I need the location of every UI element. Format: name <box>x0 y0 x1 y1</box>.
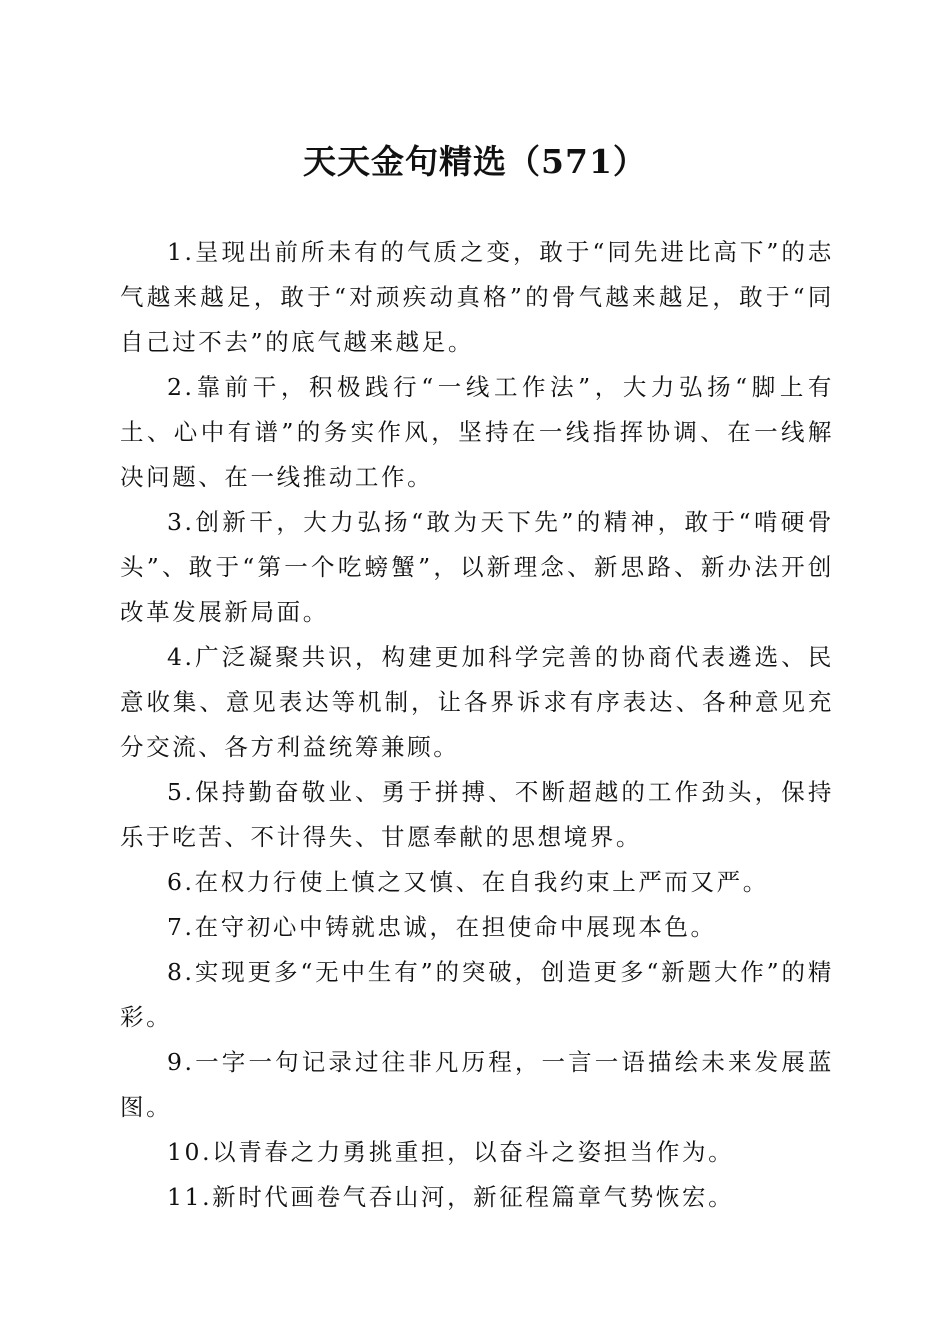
paragraph-5: 5.保持勤奋敬业、勇于拼搏、不断超越的工作劲头，保持乐于吃苦、不计得失、甘愿奉献的思想境界。 <box>120 778 834 851</box>
paragraph-8: 8.实现更多“无中生有”的突破，创造更多“新题大作”的精彩。 <box>120 958 834 1031</box>
paragraph-10: 10.以青春之力勇挑重担，以奋斗之姿担当作为。 <box>167 1138 735 1166</box>
paragraph-1: 1.呈现出前所未有的气质之变，敢于“同先进比高下”的志气越来越足，敢于“对顽疾动真格”的骨气越来越足，敢于“同自己过不去”的底气越来越足。 <box>120 238 834 356</box>
page-title: 天天金句精选（571） <box>303 142 647 181</box>
paragraph-3: 3.创新干，大力弘扬“敢为天下先”的精神，敢于“啃硬骨头”、敢于“第一个吃螃蟹”，以新理念、新思路、新办法开创改革发展新局面。 <box>120 508 834 626</box>
paragraph-2: 2.靠前干，积极践行“一线工作法”，大力弘扬“脚上有土、心中有谱”的务实作风，坚持在一线指挥协调、在一线解决问题、在一线推动工作。 <box>120 373 834 491</box>
paragraph-7: 7.在守初心中铸就忠诚，在担使命中展现本色。 <box>167 913 717 941</box>
document-body <box>120 230 834 1220</box>
paragraph-6: 6.在权力行使上慎之又慎、在自我约束上严而又严。 <box>167 868 769 896</box>
paragraph-9: 9.一字一句记录过往非凡历程，一言一语描绘未来发展蓝图。 <box>120 1048 834 1121</box>
paragraph-4: 4.广泛凝聚共识，构建更加科学完善的协商代表遴选、民意收集、意见表达等机制，让各界诉求有序表达、各种意见充分交流、各方利益统筹兼顾。 <box>120 643 834 761</box>
paragraph-11: 11.新时代画卷气吞山河，新征程篇章气势恢宏。 <box>167 1183 735 1211</box>
